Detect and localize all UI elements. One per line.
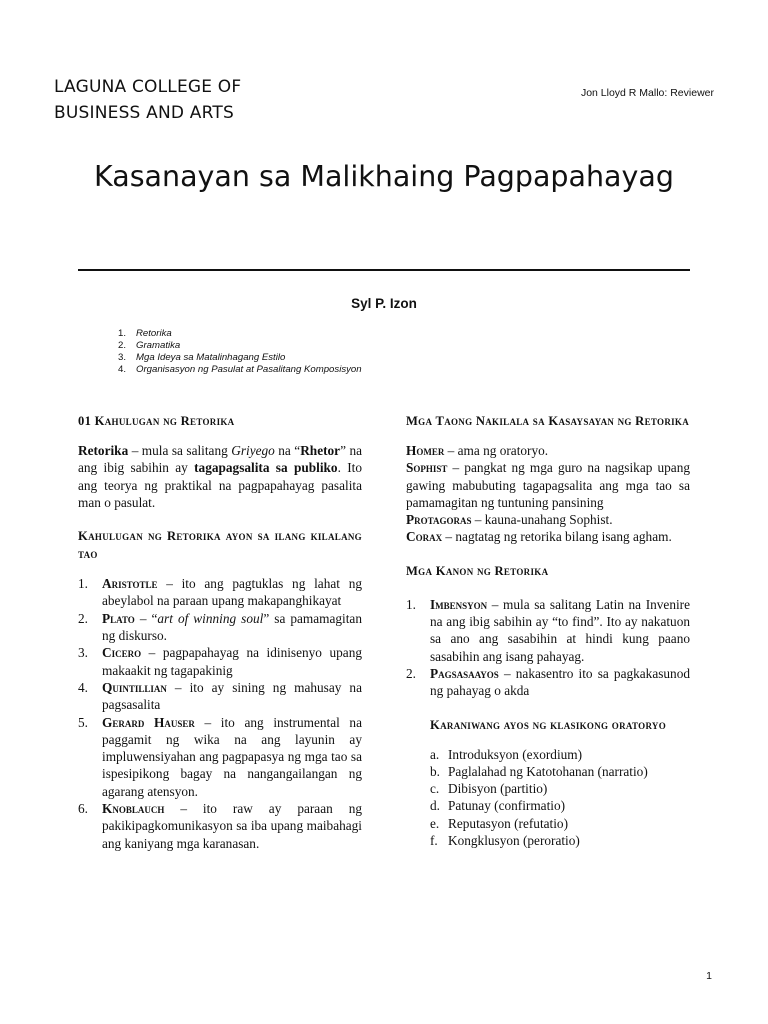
left-column	[78, 412, 362, 852]
school-name-line1: LAGUNA COLLEGE OF	[54, 77, 242, 97]
author-name: Syl P. Izon	[351, 296, 417, 311]
figure-entry: Corax – nagtatag ng retorika bilang isang agham.	[406, 529, 672, 545]
toc-item: 1. Retorika	[118, 328, 172, 339]
toc-item: 2. Gramatika	[118, 340, 181, 351]
list-item: 2. Plato – “art of winning soul” sa pamamagitan ng diskurso.	[78, 610, 362, 644]
section-heading-kilalang-tao: Kahulugan ng Retorika ayon sa ilang kilalang tao	[78, 529, 362, 562]
figure-entry: Sophist – pangkat ng mga guro na nagsikap upang gawing mabubuting tagapagsalita ang mga tao sa pamamagitan ng tuntuning pansining	[406, 460, 690, 510]
oratoryo-list	[406, 746, 690, 850]
list-item: e. Reputasyon (refutatio)	[430, 815, 569, 831]
list-item: 3. Cicero – pagpapahayag na idinisenyo upang makaakit ng tagapakinig	[78, 645, 362, 678]
title-divider	[78, 269, 690, 271]
list-item: b. Paglalahad ng Katotohanan (narratio)	[430, 763, 648, 779]
section-heading-oratoryo: Karaniwang ayos ng klasikong oratoryo	[430, 717, 667, 732]
figure-entry: Homer – ama ng oratoryo.	[406, 443, 549, 458]
list-item: a. Introduksyon (exordium)	[430, 746, 583, 762]
right-column	[406, 412, 690, 849]
section-heading-kasaysayan: Mga Taong Nakilala sa Kasaysayan ng Retorika	[406, 414, 690, 428]
section-heading-kanon: Mga Kanon ng Retorika	[406, 563, 549, 578]
kanon-list	[406, 596, 690, 700]
list-item: d. Patunay (confirmatio)	[430, 798, 566, 814]
page-number: 1	[706, 970, 712, 982]
list-item: c. Dibisyon (partitio)	[430, 781, 548, 797]
section-heading-kahulugan: 01 Kahulugan ng Retorika	[78, 414, 235, 428]
retorika-definition: Retorika – mula sa salitang Griyego na “Rhetor” na ang ibig sabihin ay tagapagsalita sa publiko. Ito ang teorya ng praktikal na pagpapahayag pasalita man o pasulat.	[78, 443, 363, 510]
school-name-line2: BUSINESS AND ARTS	[54, 103, 234, 123]
list-item: 2. Pagsasaayos – nakasentro ito sa pagkakasunod ng pahayag o akda	[406, 665, 690, 699]
list-item: 4. Quintillian – ito ay sining ng mahusay na pagsasalita	[78, 679, 362, 713]
list-item: 1. Imbensyon – mula sa salitang Latin na Invenire na ang ibig sabihin ay “to find”. Ito ay nakatuon sa ano ang sasabihin at hindi kung paano sasabihin ang isang pahayag.	[406, 596, 690, 664]
reviewer-credit: Jon Lloyd R Mallo: Reviewer	[580, 87, 714, 99]
toc-item: 4. Organisasyon ng Pasulat at Pasalitang Komposisyon	[118, 364, 362, 375]
list-item: 1. Aristotle – ito ang pagtuklas ng lahat ng abeylabol na paraan upang makapanghikayat	[78, 576, 362, 609]
document-title: Kasanayan sa Malikhaing Pagpapahayag	[94, 160, 674, 193]
table-of-contents	[118, 328, 362, 376]
definitions-list	[78, 575, 362, 852]
figure-entry: Protagoras – kauna-unahang Sophist.	[406, 512, 613, 528]
list-item: 5. Gerard Hauser – ito ang instrumental na paggamit ng wika na ang layunin ay impluwensiyahan ang pagpapasya ng mga tao sa ispesipikong bagay na nangangailangan ng agarang atensyon.	[78, 714, 362, 799]
school-name	[54, 74, 241, 126]
list-item: 6. Knoblauch – ito raw ay paraan ng pakikipagkomunikasyon sa iba upang maibahagi ang kaniyang mga karanasan.	[78, 801, 362, 851]
list-item: f. Kongklusyon (peroratio)	[430, 833, 580, 849]
toc-item: 3. Mga Ideya sa Matalinhagang Estilo	[118, 352, 286, 363]
